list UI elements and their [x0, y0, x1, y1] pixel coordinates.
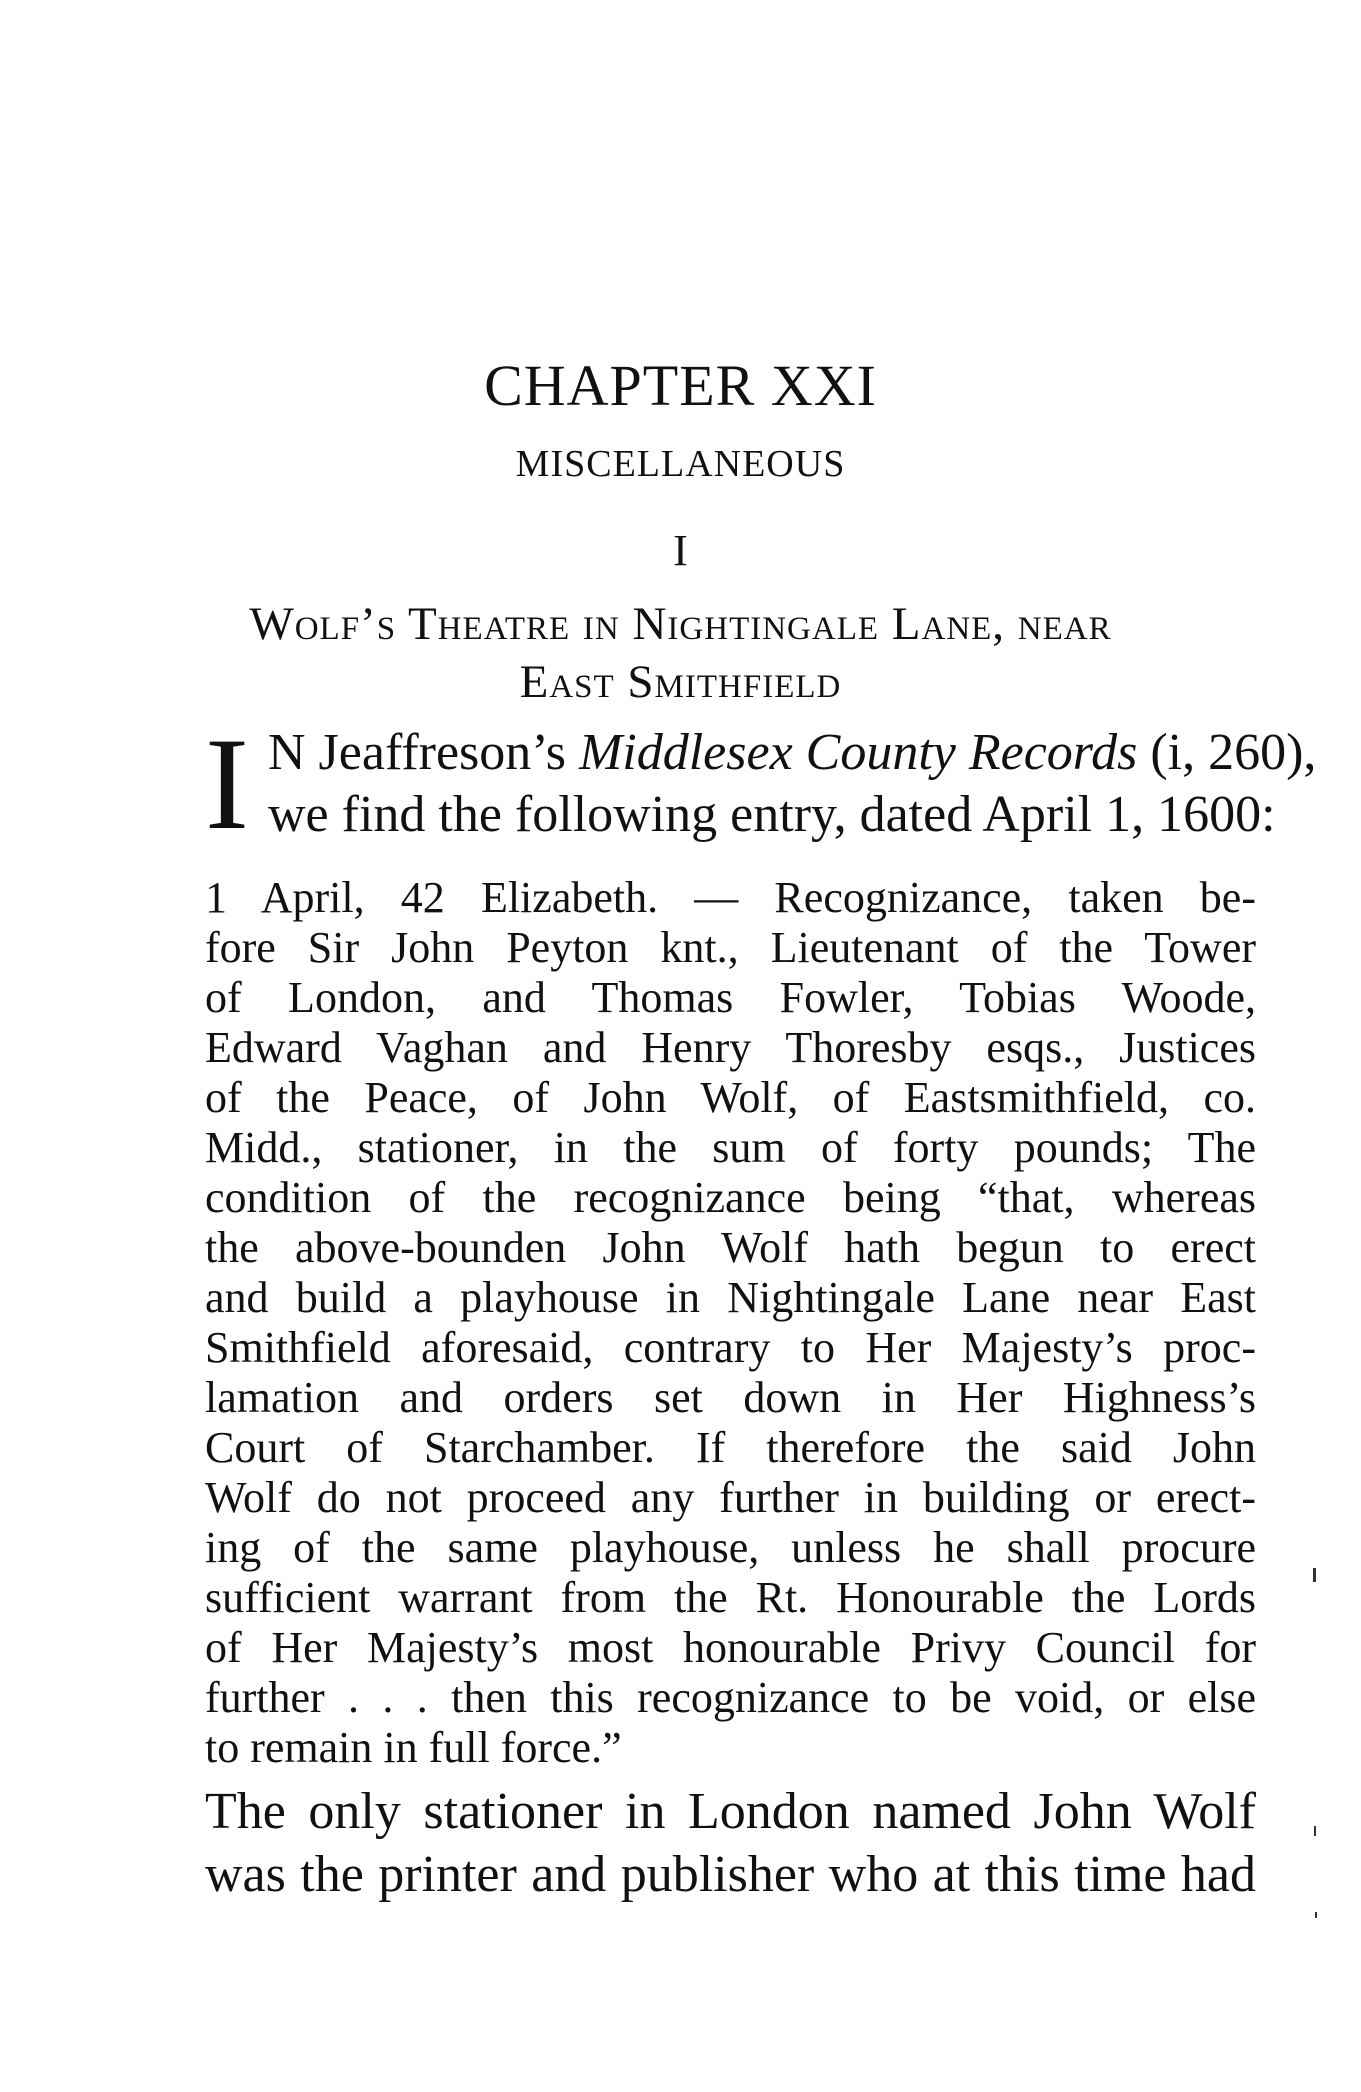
- intro-line-2: we find the following entry, dated April 1, 1600:: [268, 786, 1276, 843]
- intro-line-1-suffix: (i, 260),: [1137, 724, 1317, 781]
- quote-line: and build a playhouse in Nightingale Lane near East: [205, 1273, 1256, 1322]
- quote-line: fore Sir John Peyton knt., Lieutenant of the Tower: [205, 923, 1256, 972]
- book-title-italic: Middlesex County Records: [578, 724, 1138, 781]
- scan-artifact: [1313, 1568, 1316, 1582]
- quote-line: of Her Majesty’s most honourable Privy Council for: [205, 1623, 1256, 1672]
- scan-artifact: [1314, 1826, 1316, 1836]
- drop-cap: I: [205, 710, 249, 857]
- quote-line: Court of Starchamber. If therefore the said John: [205, 1423, 1256, 1472]
- quote-line: Smithfield aforesaid, contrary to Her Majesty’s proc-: [205, 1323, 1256, 1372]
- body-paragraph: [205, 1780, 1256, 1906]
- body-line: was the printer and publisher who at this time had: [205, 1846, 1256, 1903]
- quote-line: 1 April, 42 Elizabeth. — Recognizance, taken be-: [205, 873, 1256, 922]
- record-quotation: [205, 873, 1256, 1773]
- quote-line: of London, and Thomas Fowler, Tobias Woode,: [205, 973, 1256, 1022]
- section-heading-line-2: East Smithfield: [519, 656, 842, 708]
- section-heading-line-1: Wolf’s Theatre in Nightingale Lane, near: [249, 598, 1112, 650]
- quote-line: of the Peace, of John Wolf, of Eastsmithfield, co.: [205, 1073, 1256, 1122]
- body-line: The only stationer in London named John Wolf: [205, 1783, 1256, 1840]
- quote-line: Midd., stationer, in the sum of forty pounds; The: [205, 1123, 1256, 1172]
- quote-line: Wolf do not proceed any further in building or erect-: [205, 1473, 1256, 1522]
- quote-line: ing of the same playhouse, unless he shall procure: [205, 1523, 1256, 1572]
- chapter-title: CHAPTER XXI: [484, 353, 877, 418]
- quote-line: further . . . then this recognizance to be void, or else: [205, 1673, 1256, 1722]
- scan-artifact: [1315, 1912, 1317, 1918]
- quote-line: to remain in full force.”: [205, 1723, 622, 1772]
- intro-line-1: [268, 723, 1317, 783]
- quote-line: Edward Vaghan and Henry Thoresby esqs., Justices: [205, 1023, 1256, 1072]
- section-number: I: [673, 526, 688, 575]
- quote-line: lamation and orders set down in Her Highness’s: [205, 1373, 1256, 1422]
- quote-line: the above-bounden John Wolf hath begun to erect: [205, 1223, 1256, 1272]
- quote-line: condition of the recognizance being “that, whereas: [205, 1173, 1256, 1222]
- section-title: MISCELLANEOUS: [515, 443, 846, 485]
- quote-line: sufficient warrant from the Rt. Honourable the Lords: [205, 1573, 1256, 1622]
- intro-line-1-prefix: N Jeaffreson’s: [268, 724, 579, 781]
